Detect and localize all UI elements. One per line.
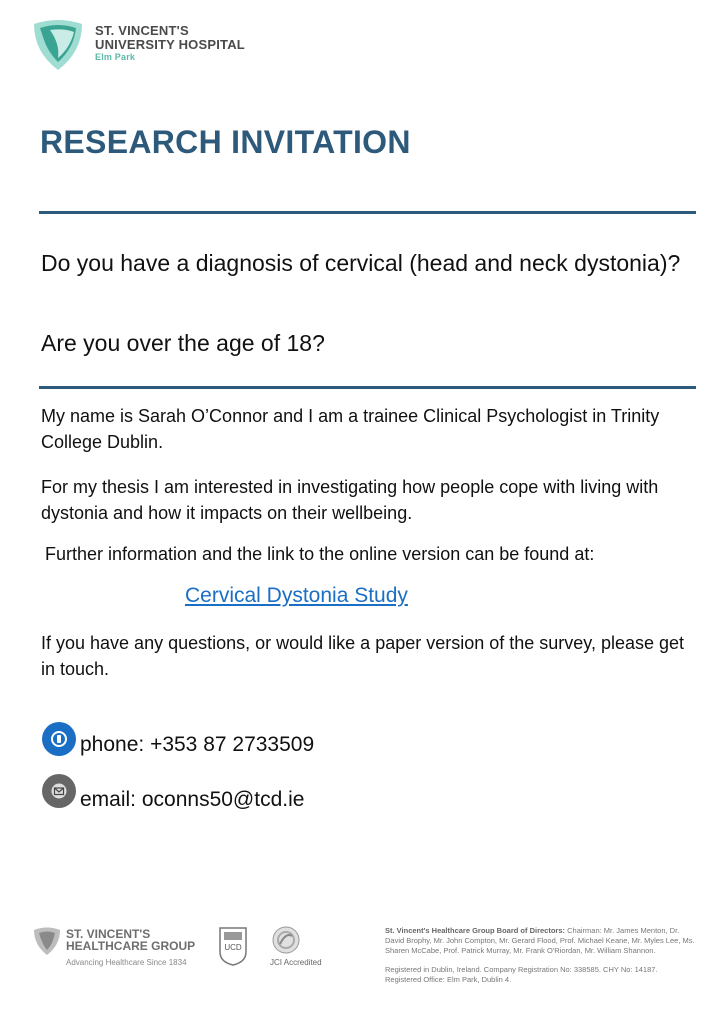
question-age: Are you over the age of 18?: [41, 330, 325, 356]
hospital-name-line2: UNIVERSITY HOSPITAL: [95, 37, 245, 52]
ucd-crest-logo: [218, 926, 248, 966]
group-logo-shield: [32, 926, 62, 956]
group-name: [66, 928, 195, 952]
registration-info: Registered in Dublin, Ireland. Company Registration No: 338585. CHY No: 14187. Registered Office: Elm Park, Dublin 4.: [385, 965, 658, 984]
hospital-name: [95, 24, 245, 63]
group-name-line1: ST. VINCENT'S: [66, 927, 151, 941]
divider-bottom: [39, 386, 696, 389]
further-info-paragraph: Further information and the link to the online version can be found at:: [45, 544, 595, 564]
phone-number[interactable]: phone: +353 87 2733509: [80, 733, 315, 756]
jci-label: JCI Accredited: [270, 958, 322, 967]
ucd-label: UCD: [224, 943, 242, 952]
question-diagnosis: Do you have a diagnosis of cervical (head and neck dystonia)?: [41, 250, 681, 276]
board-heading: St. Vincent's Healthcare Group Board of Directors:: [385, 926, 566, 935]
contact-paragraph: If you have any questions, or would like a paper version of the survey, please get in touch.: [41, 633, 685, 679]
thesis-paragraph: For my thesis I am interested in investigating how people cope with living with dystonia and how it impacts on their wellbeing.: [41, 477, 659, 523]
page-title: RESEARCH INVITATION: [40, 124, 411, 160]
jci-seal-logo: [272, 926, 300, 954]
group-name-line2: HEALTHCARE GROUP: [66, 939, 196, 953]
hospital-location: Elm Park: [95, 52, 136, 62]
divider-top: [39, 211, 696, 214]
study-link[interactable]: Cervical Dystonia Study: [185, 584, 408, 607]
board-members: Chairman: Mr. James Menton, Dr. David Brophy, Mr. John Compton, Mr. Gerard Flood, Prof. Michael Keane, Mr. Myles Lee, Ms. Sharen McCabe, Prof. Patrick Murray, Mr. Frank O'Riordan, Mr. William Shannon.: [385, 926, 695, 955]
email-address[interactable]: email: oconns50@tcd.ie: [80, 788, 305, 811]
group-tagline: Advancing Healthcare Since 1834: [66, 958, 187, 967]
intro-paragraph: My name is Sarah O’Connor and I am a trainee Clinical Psychologist in Trinity College Dublin.: [41, 406, 660, 452]
hospital-name-line1: ST. VINCENT'S: [95, 23, 189, 38]
mail-icon: [42, 774, 76, 808]
hospital-logo-shield: [30, 18, 86, 72]
phone-icon: [42, 722, 76, 756]
board-of-directors: [385, 926, 695, 956]
